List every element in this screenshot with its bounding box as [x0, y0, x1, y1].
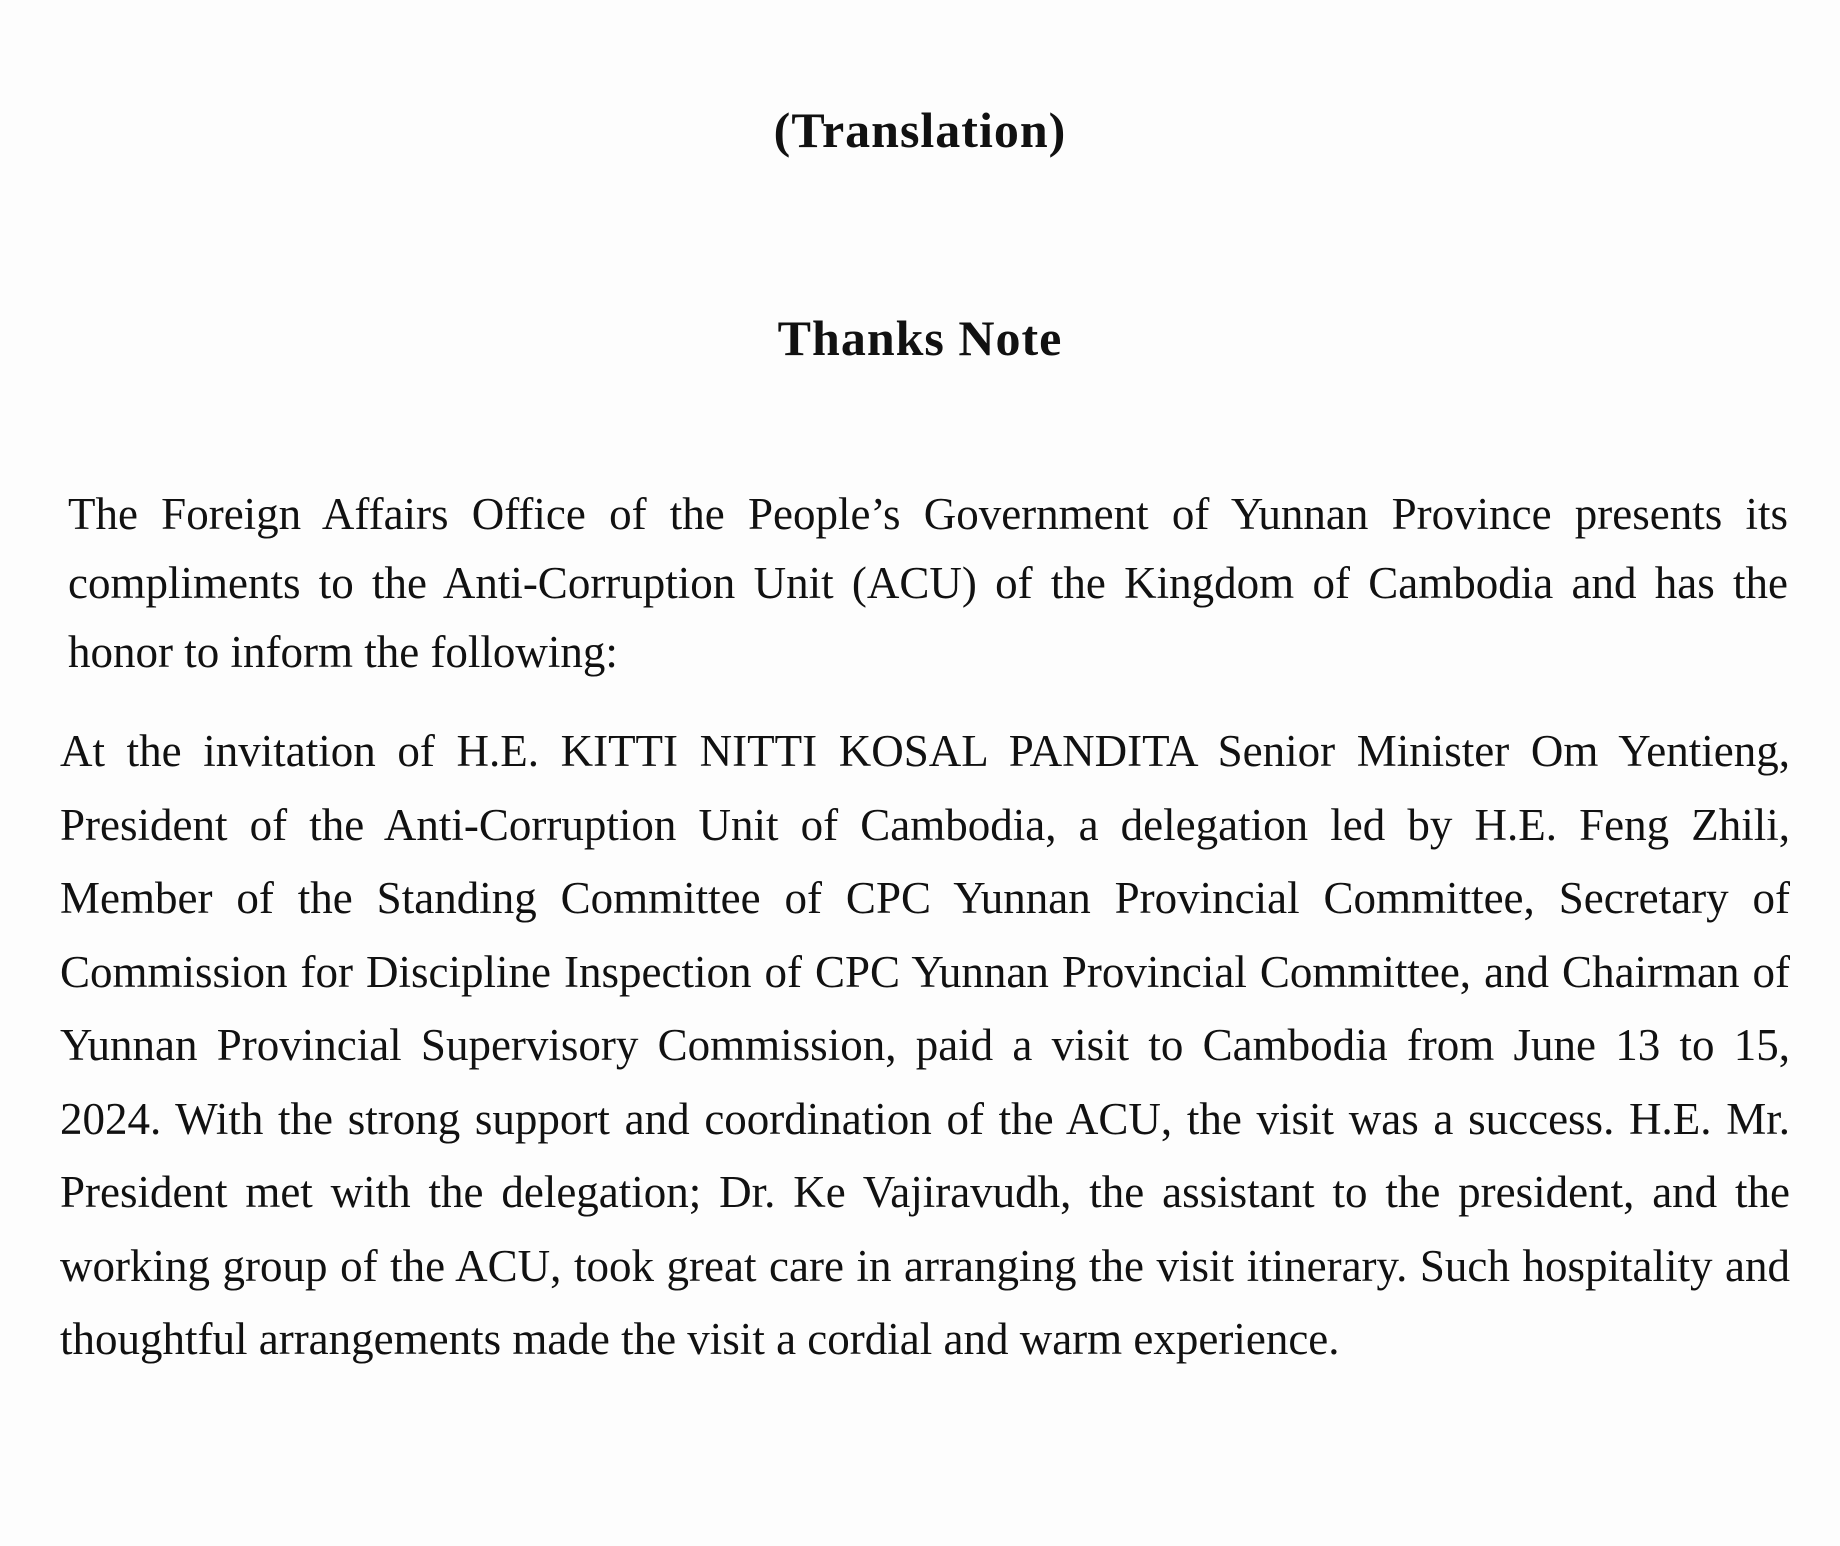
intro-paragraph: The Foreign Affairs Office of the People’s Government of Yunnan Province presents its compliments to the Anti-Corruption Unit (ACU) of the Kingdom of Cambodia and has the honor to inform the following:: [68, 489, 1788, 677]
body-paragraph: At the invitation of H.E. KITTI NITTI KOSAL PANDITA Senior Minister Om Yentieng, President of the Anti-Corruption Unit of Cambodia, a delegation led by H.E. Feng Zhili, Member of the Standing Committee of CPC Yunnan Provincial Committee, Secretary of Commission for Discipline Inspection of CPC Yunnan Provincial Committee, and Chairman of Yunnan Provincial Supervisory Commission, paid a visit to Cambodia from June 13 to 15, 2024. With the strong support and coordination of the ACU, the visit was a success. H.E. Mr. President met with the delegation; Dr. Ke Vajiravudh, the assistant to the president, and the working group of the ACU, took great care in arranging the visit itinerary. Such hospitality and thoughtful arrangements made the visit a cordial and warm experience.: [60, 726, 1790, 1364]
note-title: Thanks Note: [777, 310, 1063, 366]
translation-heading: (Translation): [773, 102, 1067, 158]
